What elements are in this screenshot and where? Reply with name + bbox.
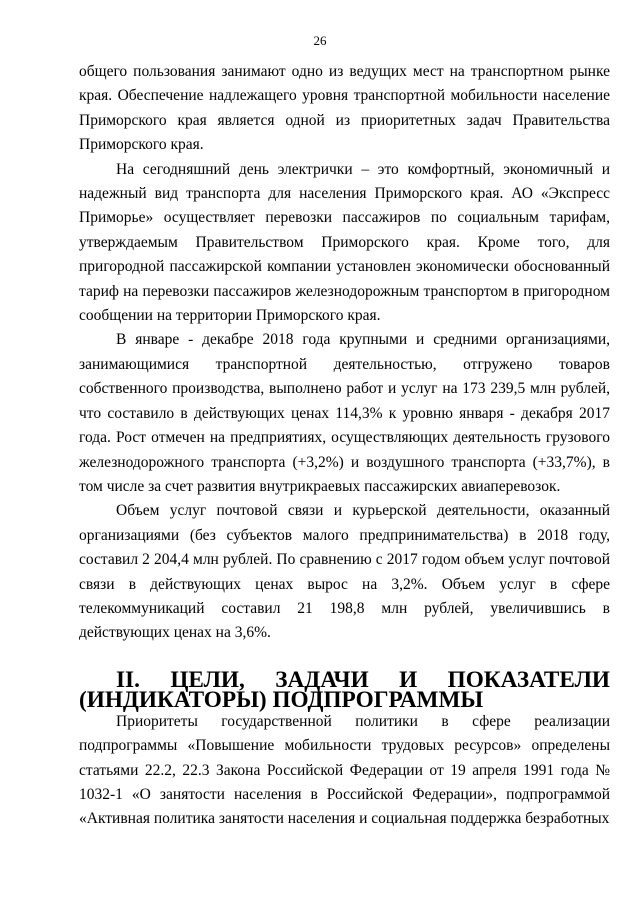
paragraph-transport-statistics: В январе - декабре 2018 года крупными и средними организациями, занимающимися транспортной деятельностью, отгружено товаров собственного производства, выполнено работ и услуг на 173 239,5 млн рублей, что составило в действующих ценах 114,3% к уровню января - декабря 2017 года. Рост отмечен на предприятиях, осуществляющих деятельность грузового железнодорожного транспорта (+3,2%) и воздушного транспорта (+33,7%), в том числе за счет развития внутрикраевых пассажирских авиаперевозок. [79,331,610,495]
paragraph-priorities: Приоритеты государственной политики в сфере реализации подпрограммы «Повышение мобильности трудовых ресурсов» определены статьями 22.2, 22.3 Закона Российской Федерации от 19 апреля 1991 года № 1032-1 «О занятости населения в Российской Федерации», подпрограммой «Активная политика занятости населения и социальная поддержка безработных [79,712,610,828]
page-number: 26 [313,33,327,48]
paragraph-electric-trains: На сегодняшний день электрички – это комфортный, экономичный и надежный вид транспорта для населения Приморского края. АО «Экспресс Приморье» осуществляет перевозки пассажиров по социальным тарифам, утверждаемым Правительством Приморского края. Кроме того, для пригородной пассажирской компании установлен экономически обоснованный тариф на перевозки пассажиров железнодорожным транспортом в пригородном сообщении на территории Приморского края. [79,160,610,325]
page-content [79,60,610,832]
paragraph-postal-services: Объем услуг почтовой связи и курьерской деятельности, оказанный организациями (без субъектов малого предпринимательства) в 2018 году, составил 2 204,4 млн рублей. По сравнению с 2017 годом объем услуг почтовой связи в действующих ценах вырос на 3,2%. Объем услуг в сфере телекоммуникаций составил 21 198,8 млн рублей, увеличившись в действующих ценах на 3,6%. [79,502,610,642]
section-heading: II. ЦЕЛИ, ЗАДАЧИ И ПОКАЗАТЕЛИ (ИНДИКАТОРЫ) ПОДПРОГРАММЫ [79,666,610,713]
paragraph-transport-intro: общего пользования занимают одно из ведущих мест на транспортном рынке края. Обеспечение надлежащего уровня транспортной мобильности население Приморского края является одной из приоритетных задач Правительства Приморского края. [79,63,610,154]
